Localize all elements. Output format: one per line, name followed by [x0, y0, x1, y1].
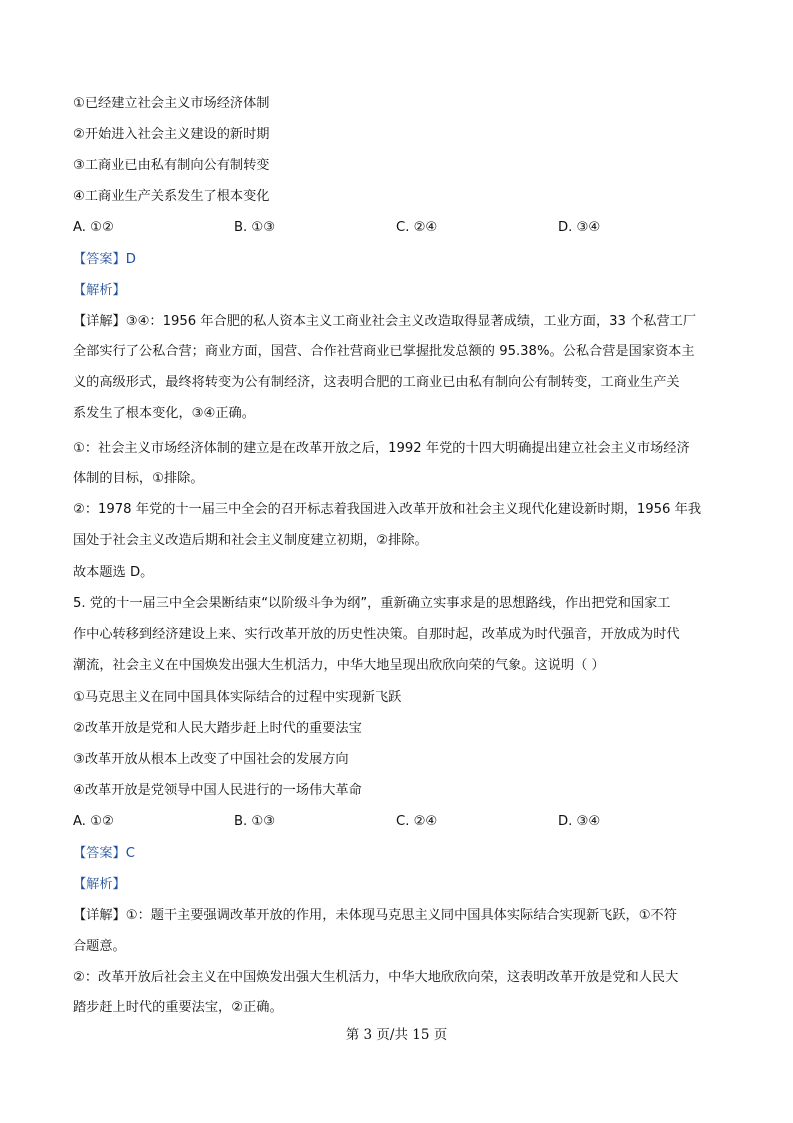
q4-options — [73, 220, 723, 238]
q4-option-b: B. ①③ — [234, 220, 276, 235]
q5-statement-4: ④改革开放是党领导中国人民进行的一场伟大革命 — [73, 783, 362, 798]
q5-detail-line: 合题意。 — [73, 939, 126, 954]
q5-stem-line: 5. 党的十一届三中全会果断结束“以阶级斗争为纲”，重新确立实事求是的思想路线，作出把党和国家工 — [73, 596, 671, 611]
q4-option-d: D. ③④ — [558, 220, 601, 235]
q5-option-a: A. ①② — [73, 814, 114, 829]
q5-statement-3: ③改革开放从根本上改变了中国社会的发展方向 — [73, 752, 349, 767]
q4-detail-line: 体制的目标，①排除。 — [73, 471, 204, 486]
q5-answer: 【答案】C — [73, 846, 135, 861]
q4-detail-line: 国处于社会主义改造后期和社会主义制度建立初期，②排除。 — [73, 533, 428, 548]
q4-analysis-label: 【解析】 — [73, 283, 126, 298]
q4-detail-line: ①：社会主义市场经济体制的建立是在改革开放之后，1992 年党的十四大明确提出建立社会主义市场经济 — [73, 441, 690, 456]
q5-detail-line: 【详解】①：题干主要强调改革开放的作用，未体现马克思主义同中国具体实际结合实现新飞跃，①不符 — [73, 908, 677, 923]
q5-option-c: C. ②④ — [396, 814, 438, 829]
q5-options — [73, 814, 723, 832]
q4-detail-line: 全部实行了公私合营；商业方面，国营、合作社营商业已掌握批发总额的 95.38%。公私合营是国家资本主 — [73, 344, 695, 359]
q4-answer: 【答案】D — [73, 252, 136, 267]
q4-detail-line: 系发生了根本变化，③④正确。 — [73, 406, 255, 421]
q4-detail-line: 义的高级形式，最终将转变为公有制经济，这表明合肥的工商业已由私有制向公有制转变，工商业生产关 — [73, 375, 680, 390]
q5-option-d: D. ③④ — [558, 814, 601, 829]
q4-conclusion: 故本题选 D。 — [73, 565, 154, 580]
q5-stem-line: 潮流，社会主义在中国焕发出强大生机活力，中华大地呈现出欣欣向荣的气象。这说明（ ） — [73, 658, 605, 673]
page-number: 第 3 页/共 15 页 — [345, 1027, 448, 1043]
q4-statement-4: ④工商业生产关系发生了根本变化 — [73, 189, 270, 204]
q4-option-a: A. ①② — [73, 220, 114, 235]
q5-statement-1: ①马克思主义在同中国具体实际结合的过程中实现新飞跃 — [73, 690, 402, 705]
q5-analysis-label: 【解析】 — [73, 877, 126, 892]
q4-option-c: C. ②④ — [396, 220, 438, 235]
q4-statement-2: ②开始进入社会主义建设的新时期 — [73, 127, 270, 142]
q4-statement-1: ①已经建立社会主义市场经济体制 — [73, 96, 270, 111]
q5-statement-2: ②改革开放是党和人民大踏步赶上时代的重要法宝 — [73, 721, 362, 736]
q4-detail-line: ②：1978 年党的十一届三中全会的召开标志着我国进入改革开放和社会主义现代化建设新时期，1956 年我 — [73, 502, 702, 517]
q5-stem-line: 作中心转移到经济建设上来、实行改革开放的历史性决策。自那时起，改革成为时代强音，开放成为时代 — [73, 627, 680, 642]
q4-detail-line: 【详解】③④：1956 年合肥的私人资本主义工商业社会主义改造取得显著成绩，工业方面，33 个私营工厂 — [73, 314, 697, 329]
q4-statement-3: ③工商业已由私有制向公有制转变 — [73, 158, 270, 173]
q5-detail-line: ②：改革开放后社会主义在中国焕发出强大生机活力，中华大地欣欣向荣，这表明改革开放是党和人民大 — [73, 970, 679, 985]
q5-detail-line: 踏步赶上时代的重要法宝，②正确。 — [73, 1000, 283, 1015]
q5-option-b: B. ①③ — [234, 814, 276, 829]
